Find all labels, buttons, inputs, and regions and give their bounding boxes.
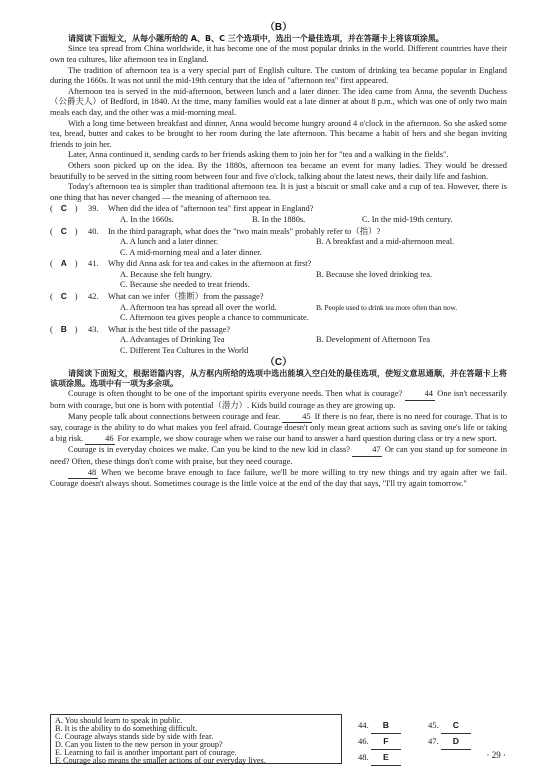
box-option: C. Courage always stands side by side with fear.: [55, 732, 214, 742]
answer-item: 47. D: [428, 734, 498, 750]
answer-mark: B: [60, 323, 67, 334]
option: A. Afternoon tea has spread all over the world.: [120, 302, 277, 312]
options-box: [50, 714, 342, 764]
passage-paragraph: Many people talk about connections between courage and fear. 45 If there is no fear, there is no need for courage. That is to say, courage is the ability to do what makes you feel afraid. Courage doesn't only mean great actions such as saving one's life or taking a big risk. 46 For example, we show courage when we raise our hand to answer a hard question during class or try a new sport.: [50, 412, 507, 446]
option: C. Afternoon tea gives people a chance to communicate.: [120, 313, 309, 323]
question-stem: In the third paragraph, what does the "two main meals" probably refer to（指）?: [108, 226, 381, 236]
passage-paragraph: 48 When we become brave enough to face failure, we'll be more willing to try new things and try again after we fail. Courage doesn't always shout. Sometimes courage is the little voice at the end of the day that says, "I'll try again tomorrow.": [50, 467, 507, 489]
option: C. A mid-morning meal and a later dinner.: [120, 247, 262, 257]
answer-item: 48. E: [358, 750, 428, 766]
options-row: [50, 280, 507, 291]
passage-paragraph: With a long time between breakfast and dinner, Anna would become hungry around 4 o'clock in the afternoon. So she asked some tea, bread, butter and cakes to be brought to her room during the late afternoon. This became a habit of hers and she began inviting friends to join her.: [50, 118, 507, 149]
answer-mark: C: [60, 225, 67, 236]
answer-mark: A: [60, 258, 67, 269]
passage-paragraph: Others soon picked up on the idea. By the 1880s, afternoon tea became an event for many ladies. They would be dressed beautifully to be served in the sitting room between four and five o'clock, talking about the latest news, their daily life and fashion.: [50, 160, 507, 181]
section-c-title: （C）: [264, 356, 293, 368]
passage-paragraph: The tradition of afternoon tea is a very special part of English culture. The custom of drinking tea became popular in England during the 1660s. It was not until the mid-19th century that the idea of "afternoon tea" first appeared.: [50, 65, 507, 86]
section-b-instruction: 请阅读下面短文，从每小题所给的 A、B、C 三个选项中，选出一个最佳选项，并在答题卡上将该项涂黑。: [68, 34, 444, 43]
passage-paragraph: Today's afternoon tea is simpler than traditional afternoon tea. It is just a biscuit or small cake and a cup of tea. However, there is one thing that has never changed — the meaning of afternoon tea.: [50, 182, 507, 202]
question-number: 41.: [88, 259, 99, 269]
section-c-instruction: 请阅读下面短文，根据语篇内容，从方框内所给的选项中选出能填入空白处的最佳选项，使短文意思通顺，并在答题卡上将该项涂黑。选项中有一项为多余项。: [50, 368, 507, 389]
options-row: [50, 303, 507, 314]
passage-paragraph: Since tea spread from China worldwide, it has become one of the most popular drinks in the world. Different countries have their own tea cultures, like afternoon tea in England.: [50, 44, 507, 64]
box-option: E. Learning to fail is another important part of courage.: [55, 748, 237, 758]
question-39: ( C ) 39. When did the idea of "afternoon tea" first appear in England?: [50, 203, 314, 214]
question-number: 43.: [88, 324, 99, 334]
option: B. People used to drink tea more often than now.: [316, 302, 457, 312]
options-row: [50, 335, 507, 346]
options-row: [50, 270, 507, 281]
question-number: 42.: [88, 292, 99, 302]
box-option: D. Can you listen to the new person in your group?: [55, 740, 223, 750]
question-41: ( A ) 41. Why did Anna ask for tea and cakes in the afternoon at first?: [50, 258, 312, 269]
passage-paragraph: Courage is often thought to be one of the important spirits everyone needs. Then what is courage? 44 One isn't necessarily born with courage, but one is born with potential（潜力）. Kids build courage as they are growing up.: [50, 389, 508, 411]
question-stem: What can we infer（推断）from the passage?: [108, 292, 264, 302]
blank-46: 46: [85, 434, 115, 446]
option: A. Because she felt hungry.: [120, 269, 213, 279]
options-row: [50, 346, 507, 357]
question-number: 40.: [88, 226, 99, 236]
answer-item: 44. B: [358, 718, 428, 734]
question-stem: Why did Anna ask for tea and cakes in the afternoon at first?: [108, 259, 312, 269]
blank-47: 47: [352, 445, 382, 457]
option: C. In the mid-19th century.: [362, 214, 453, 224]
answer-item: 46. F: [358, 734, 428, 750]
answer-mark: C: [60, 291, 67, 302]
question-42: ( C ) 42. What can we infer（推断）from the passage?: [50, 291, 264, 302]
box-option: F. Courage also means the smaller actions of our everyday lives.: [55, 756, 266, 766]
passage-paragraph: Later, Anna continued it, sending cards to her friends asking them to join her for "tea and a walking in the fields".: [68, 150, 449, 160]
question-number: 39.: [88, 204, 99, 214]
page-number: · 29 ·: [486, 750, 506, 761]
blank-48: 48: [68, 468, 98, 480]
blank-44: 44: [405, 389, 435, 401]
passage-paragraph: Courage is in everyday choices we make. Can you be kind to the new kid in class? 47 Or can you stand up for someone in need? Often, these things don't come with praise, but they need courage.: [50, 445, 508, 466]
answer-mark: C: [60, 203, 67, 214]
option: B. Because she loved drinking tea.: [316, 269, 433, 279]
section-b-title: （B）: [264, 22, 293, 33]
options-row: [50, 237, 507, 248]
option: A. In the 1660s.: [120, 214, 174, 224]
option: C. Because she needed to treat friends.: [120, 280, 250, 290]
question-stem: What is the best title of the passage?: [108, 324, 231, 334]
option: B. In the 1880s.: [252, 214, 306, 224]
passage-paragraph: Afternoon tea is served in the mid-afternoon, between lunch and a later dinner. The idea came from Anna, the seventh Duchess（公爵夫人）of Bedford, in 1840. At the time, many families would eat a late dinner at about 8 p.m., which was one of only two main meals each day, and the other was a mid-morning meal.: [50, 86, 507, 117]
options-row: [50, 313, 507, 324]
options-row: [50, 248, 507, 259]
question-43: ( B ) 43. What is the best title of the passage?: [50, 323, 231, 334]
blank-45: 45: [282, 412, 312, 424]
option: C. Different Tea Cultures in the World: [120, 346, 249, 356]
answer-key: [358, 718, 498, 766]
question-stem: When did the idea of "afternoon tea" first appear in England?: [108, 204, 314, 214]
options-row: [50, 215, 507, 226]
option: B. A breakfast and a mid-afternoon meal.: [316, 237, 455, 247]
box-option: B. It is the ability to do something difficult.: [55, 724, 198, 734]
option: B. Development of Afternoon Tea: [316, 335, 430, 345]
option: A. A lunch and a later dinner.: [120, 237, 219, 247]
question-40: ( C ) 40. In the third paragraph, what does the "two main meals" probably refer to（指）?: [50, 225, 381, 236]
box-option: A. You should learn to speak in public.: [55, 716, 183, 725]
option: A. Advantages of Drinking Tea: [120, 335, 225, 345]
answer-item: 45. C: [428, 718, 498, 734]
